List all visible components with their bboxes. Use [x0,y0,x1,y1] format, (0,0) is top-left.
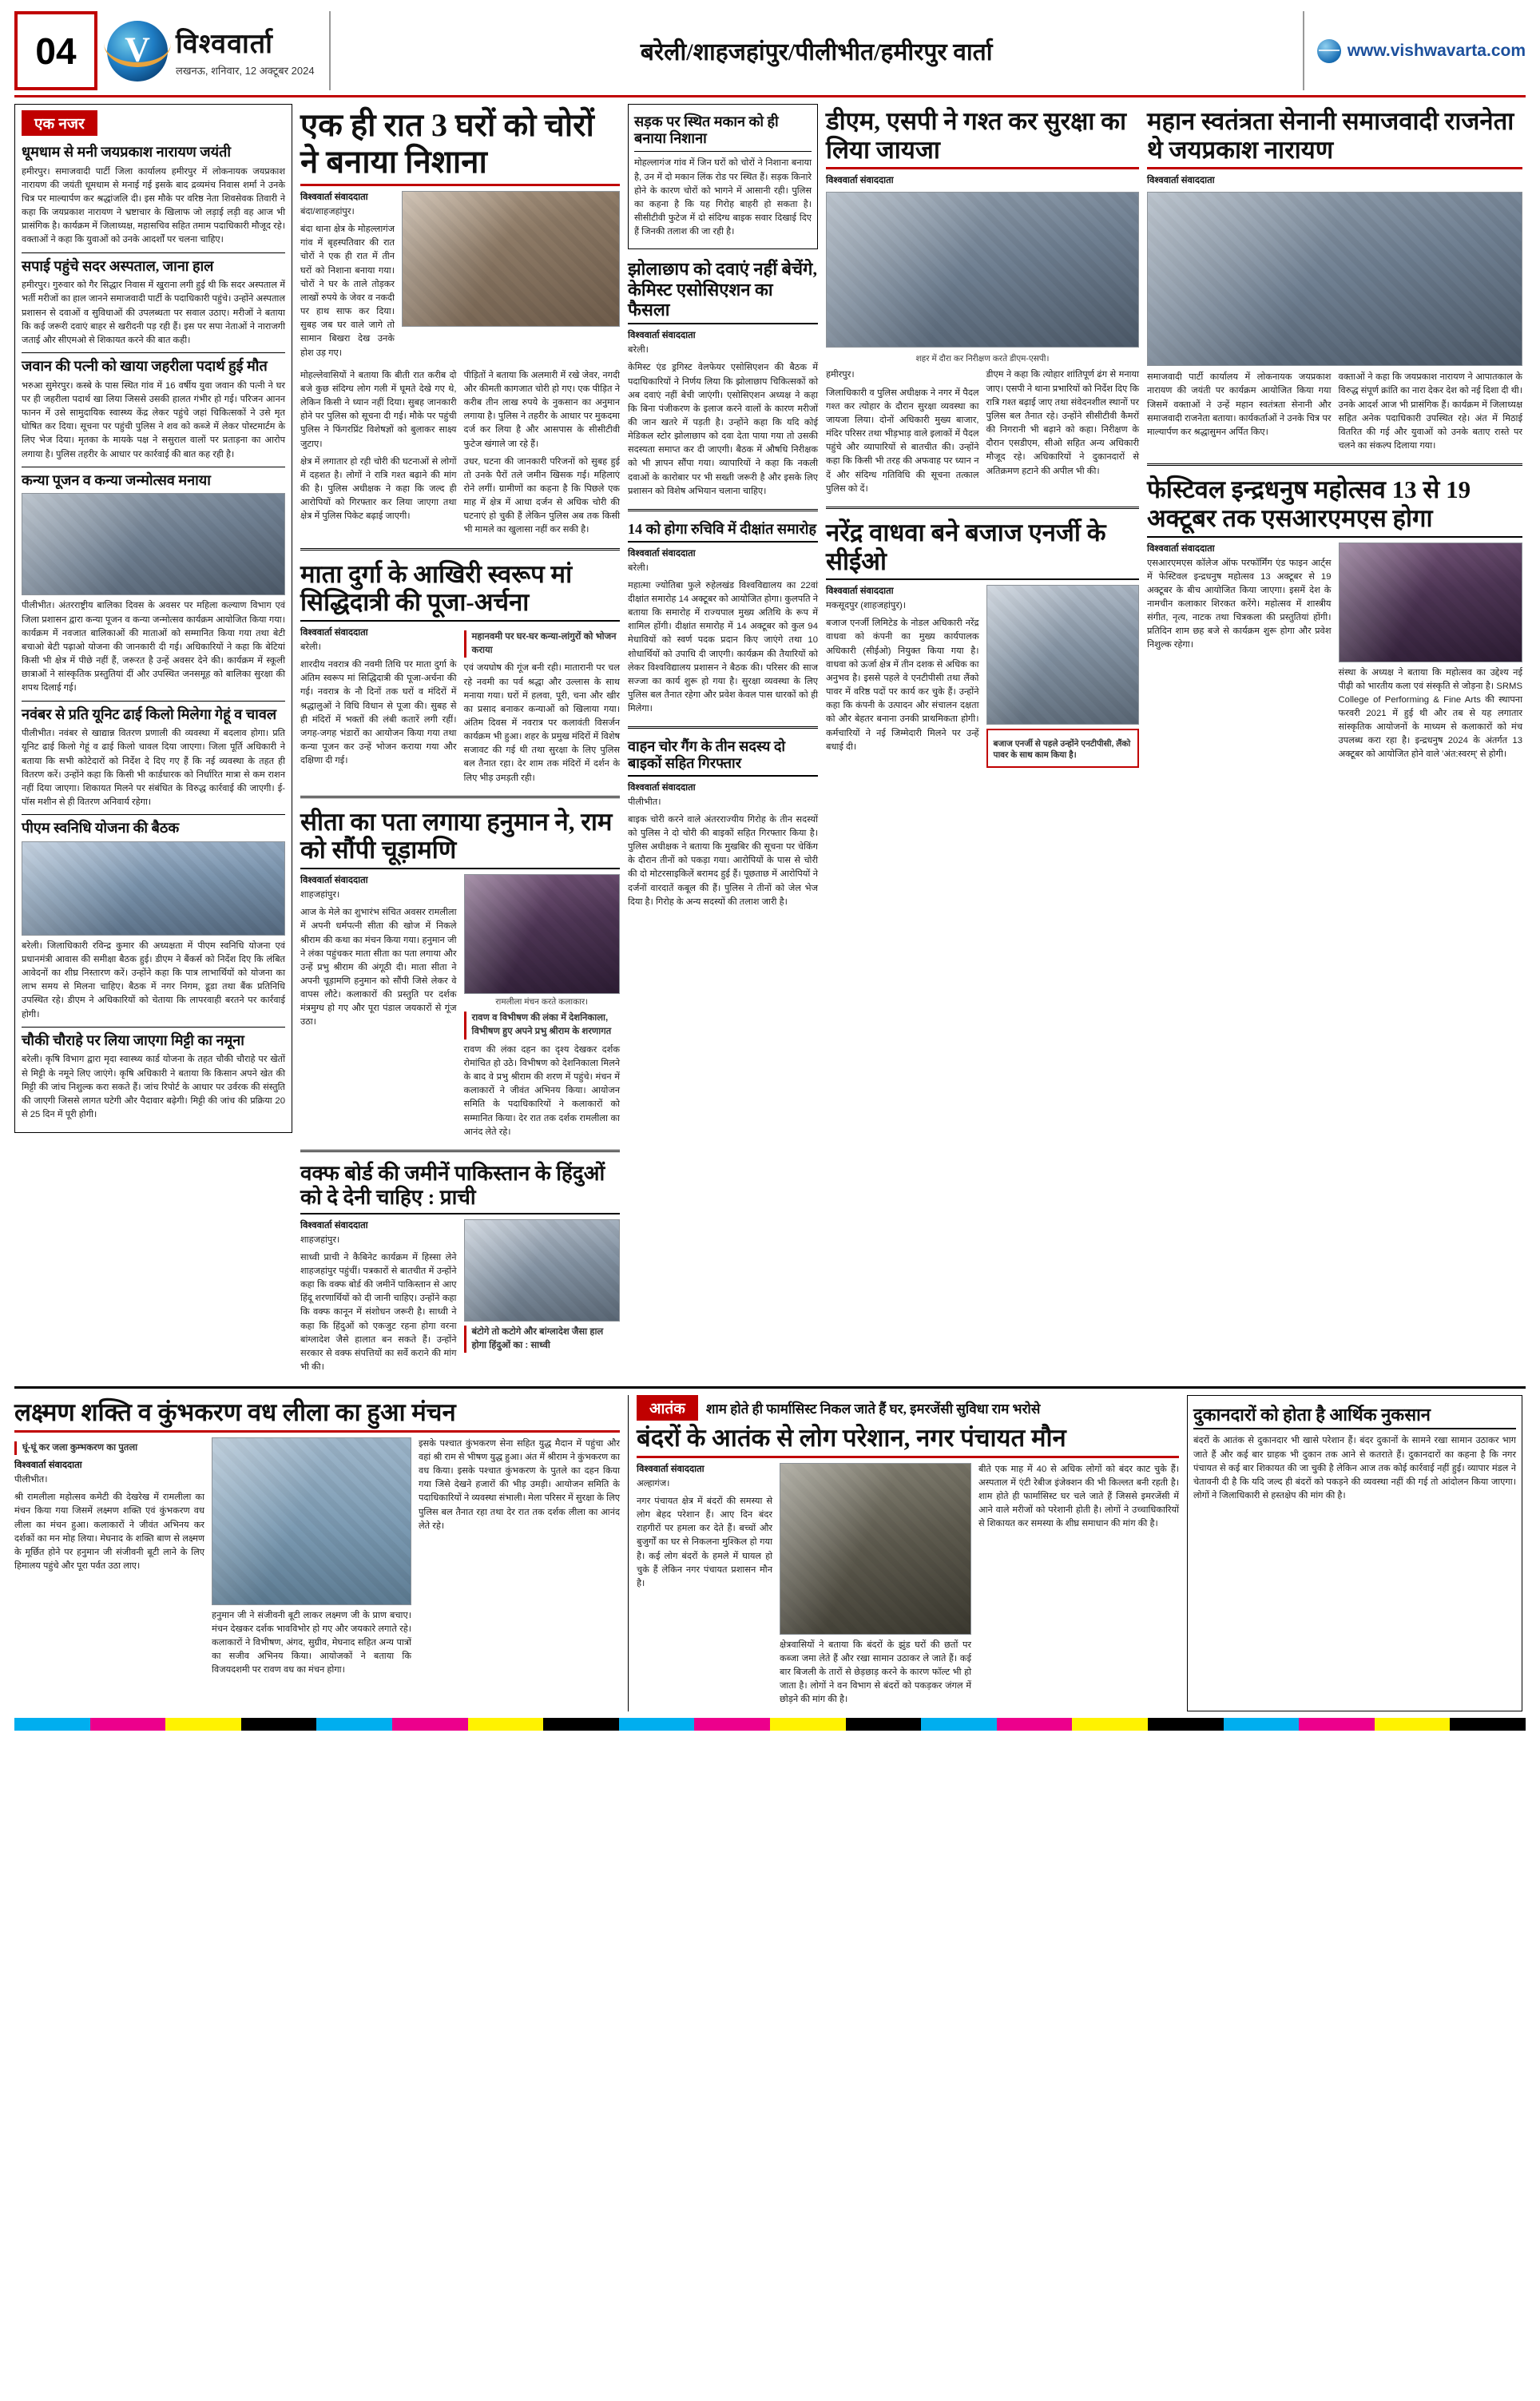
vishwavarta-logo-icon: V [107,21,168,81]
column-left [14,104,292,1378]
article-photo [1147,192,1522,366]
lead-byline: विश्ववार्ता संवाददाता [300,193,368,202]
article-body: बजाज एनर्जी लिमिटेड के नोडल अधिकारी नरेंद्र वाधवा को कंपनी का मुख्य कार्यपालक अधिकारी (सीईओ) नियुक्त किया गया है। वाधवा को ऊर्जा क्षेत्र में तीन दशक से अधिक का अनुभव है। इससे पहले वे एनटीपीसी तथा लैंको पावर में वरिष्ठ पदों पर कार्य कर चुके हैं। उन्होंने कहा कि कंपनी के उत्पादन और संचालन दक्षता को और बेहतर बनाना उनकी प्राथमिकता होगी। कर्मचारियों ने नई जिम्मेदारी मिलने पर उन्हें बधाई दी। [826,618,979,752]
page-body [14,104,1526,1378]
article-photo [212,1437,411,1605]
column-narrow [628,104,818,1378]
article-headline[interactable]: धूमधाम से मनी जयप्रकाश नारायण जयंती [22,144,232,160]
website-url: www.vishwavarta.com [1347,41,1526,60]
article-byline: विश्ववार्ता संवाददाता [1147,176,1215,186]
column-four [826,104,1139,1378]
bottom-left-article [14,1395,620,1711]
article-photo [22,841,285,936]
bottom-section [14,1386,1526,1711]
article-body: वक्ताओं ने कहा कि जयप्रकाश नारायण ने आपातकाल के विरुद्ध संपूर्ण क्रांति का नारा देकर देश को नई दिशा दी थी। उनके आदर्श आज भी प्रासंगिक हैं। कार्यक्रम में जिलाध्यक्ष सहित अनेक पदाधिकारी उपस्थित रहे। अंत में मिठाई वितरित की गई और युवाओं को उनके बताए रास्ते पर चलने का संकल्प दिलाया गया। [1338,372,1522,451]
lead-paragraph: बंदा थाना क्षेत्र के मोहल्लागंज गांव में बृहस्पतिवार की रात चोरों ने एक ही रात में तीन घरों को निशाना बनाया गया। चोरों ने घर के ताले तोड़कर लाखों रुपये के जेवर व नकदी पर हाथ साफ कर दिया। सुबह जब घर वाले जागे तो सामान बिखरा देख उनके होश उड़ गए। [300,225,395,358]
color-swatch [997,1718,1073,1731]
color-swatch [1072,1718,1148,1731]
article-body: बीते एक माह में 40 से अधिक लोगों को बंदर काट चुके हैं। अस्पताल में एंटी रेबीज इंजेक्शन की भी किल्लत बनी रहती है। शाम होते ही फार्मासिस्ट घर चले जाते हैं जिससे इमरजेंसी में आने वाले मरीजों को परेशानी होती है। लोगों ने उच्चाधिकारियों से शिकायत कर समस्या के शीघ्र समाधान की मांग की है। [978,1464,1179,1529]
article-body: नगर पंचायत क्षेत्र में बंदरों की समस्या से लोग बेहद परेशान हैं। आए दिन बंदर राहगीरों पर हमला कर देते हैं। बच्चों और बुजुर्गों का घर से निकलना मुश्किल हो गया है। कई लोग बंदरों के हमले में घायल हो चुके हैं लेकिन नगर पंचायत प्रशासन मौन है। [637,1496,772,1588]
article-body: भरुआ सुमेरपुर। कस्बे के पास स्थित गांव में 16 वर्षीय युवा जवान की पत्नी ने घर पर ही जहरीला पदार्थ खा लिया जिससे उसकी हालत गंभीर हो गई। परिजन आनन फानन में उसे सामुदायिक स्वास्थ्य केंद्र लेकर पहुंचे जहां चिकित्सकों ने उसे मृत घोषित कर दिया। सूचना पर पहुंची पुलिस ने शव को कब्जे में लेकर पोस्टमार्टम के लिए भेज दिया। मृतका के मायके पक्ष ने ससुराल वालों पर प्रताड़ना का आरोप लगाया है। पुलिस तहरीर के आधार पर कार्रवाई की बात कह रही है। [22,380,285,459]
article-body: हनुमान जी ने संजीवनी बूटी लाकर लक्ष्मण जी के प्राण बचाए। मंचन देखकर दर्शक भावविभोर हो गए और जयकारे लगाते रहे। कलाकारों ने विभीषण, अंगद, सुग्रीव, मेघनाद सहित अन्य पात्रों का सजीव अभिनय किया। आयोजकों ने बताया कि विजयदशमी पर रावण वध का मंचन होगा। [212,1610,411,1676]
edition-title: बरेली/शाहजहांपुर/पीलीभीत/हमीरपुर वार्ता [331,11,1304,90]
article-kicker: घूं-घूं कर जला कुम्भकरण का पुतला [14,1441,204,1455]
article-headline[interactable]: महान स्वतंत्रता सेनानी समाजवादी राजनेता थे जयप्रकाश नारायण [1147,107,1522,169]
article-byline: विश्ववार्ता संवाददाता [826,586,894,597]
masthead [14,11,1526,97]
article-body: पीलीभीत। नवंबर से खाद्यान्न वितरण प्रणाली की व्यवस्था में बदलाव होगा। प्रति यूनिट ढाई किलो गेहूं व ढाई किलो चावल दिया जाएगा। जिला पूर्ति अधिकारी ने बताया कि सभी कोटेदारों को निर्देश दे दिए गए हैं कि नई व्यवस्था के तहत ही वितरण करें। उन्होंने कहा कि किसी भी कार्डधारक को निर्धारित मात्रा से कम राशन नहीं दिया जाएगा। शिकायत मिलने पर संबंधित के विरुद्ध कार्रवाई की जाएगी। ई-पॉस मशीन से ही वितरण अनिवार्य रहेगा। [22,729,285,807]
article-byline: विश्ववार्ता संवाददाता [628,331,696,341]
article-photo [1339,543,1523,662]
color-swatch [770,1718,846,1731]
lead-headline[interactable]: एक ही रात 3 घरों को चोरों ने बनाया निशाना [300,107,620,186]
color-swatch [316,1718,392,1731]
article-photo [780,1463,971,1635]
article-byline: विश्ववार्ता संवाददाता [1147,543,1215,554]
color-swatch [543,1718,619,1731]
article-photo [464,1219,621,1322]
lead-paragraph: क्षेत्र में लगातार हो रही चोरी की घटनाओं से लोगों में दहशत है। लोगों ने रात्रि गश्त बढ़ाने की मांग की है। पुलिस अधीक्षक ने कहा कि जल्द ही आरोपियों को गिरफ्तार कर लिया जाएगा तथा क्षेत्र में पुलिस पिकेट बढ़ाई जाएगी। [300,456,457,522]
article-body: बाइक चोरी करने वाले अंतरराज्यीय गिरोह के तीन सदस्यों को पुलिस ने दो चोरी की बाइकों सहित गिरफ्तार किया है। पुलिस अधीक्षक ने बताया कि मुखबिर की सूचना पर चेकिंग के दौरान तीनों को पकड़ा गया। आरोपियों के पास से चोरी की दो मोटरसाइकिलें बरामद हुई हैं। पूछताछ में आरोपियों ने दर्जनों वारदातें कबूल की हैं। पुलिस ने तीनों को जेल भेज दिया है। गिरोह के अन्य सदस्यों की तलाश जारी है। [628,814,818,907]
color-swatch [1148,1718,1224,1731]
color-swatch [619,1718,695,1731]
page-number: 04 [14,11,97,90]
article-photo [826,192,1139,348]
article-headline[interactable]: बंदरों के आतंक से लोग परेशान, नगर पंचायत मौन [637,1424,1179,1458]
article-body: क्षेत्रवासियों ने बताया कि बंदरों के झुंड घरों की छतों पर कब्जा जमा लेते हैं और रखा सामान उठाकर ले जाते हैं। कई बार बिजली के तारों से छेड़छाड़ करने के कारण फॉल्ट भी हो जाता है। लोगों ने वन विभाग से बंदरों को पकड़कर जंगल में छोड़ने की मांग की है। [780,1640,971,1705]
section-badge-ek-nazar: एक नजर [22,110,97,136]
article-headline[interactable]: सपाई पहुंचे सदर अस्पताल, जाना हाल [22,257,214,274]
column-lead [300,104,620,1378]
article-body: बंदरों के आतंक से दुकानदार भी खासे परेशान हैं। बंदर दुकानों के सामने रखा सामान उठाकर भाग जाते हैं और कई बार ग्राहक भी दुकान तक आने से कतराते हैं। दुकानदारों का कहना है कि नगर पंचायत से कई बार शिकायत की जा चुकी है लेकिन आज तक कोई कार्रवाई नहीं हुई। व्यापार मंडल ने चेतावनी दी है कि यदि जल्द ही बंदरों को पकड़ने की व्यवस्था नहीं की गई तो आंदोलन किया जाएगा। लोगों ने जिलाधिकारी से हस्तक्षेप की मांग की है। [1193,1436,1516,1501]
article-body: आज के मेले का शुभारंभ संचित अवसर रामलीला में अपनी धर्मपत्नी सीता की खोज में निकले श्रीराम की कथा का मंचन किया गया। हनुमान जी ने लंका पहुंचकर माता सीता का पता लगाया और उन्हें प्रभु श्रीराम की अंगूठी दी। माता सीता ने अपनी चूड़ामणि हनुमान को सौंपी जिसे लेकर वे वापस लौटे। कलाकारों की प्रस्तुति पर दर्शक मंत्रमुग्ध हो गए और पूरा पंडाल जयकारों से गूंज उठा। [300,908,457,1028]
lead-paragraph: उधर, घटना की जानकारी परिजनों को सुबह हुई तो उनके पैरों तले जमीन खिसक गई। महिलाएं रोने लगीं। ग्रामीणों का कहना है कि पिछले एक माह में क्षेत्र में आधा दर्जन से अधिक चोरी की घटनाएं हो चुकी हैं लेकिन पुलिस अब तक किसी भी मामले का खुलासा नहीं कर सकी है। [463,456,620,535]
color-registration-strip [14,1718,1526,1731]
lead-paragraph: मोहल्लेवासियों ने बताया कि बीती रात करीब दो बजे कुछ संदिग्ध लोग गली में घूमते देखे गए थे, लेकिन किसी ने ध्यान नहीं दिया। सुबह जानकारी होने पर पुलिस को सूचना दी गई। मौके पर पहुंची पुलिस ने फिंगरप्रिंट विशेषज्ञों को बुलाकर साक्ष्य जुटाए। [300,370,457,449]
article-body: समाजवादी पार्टी कार्यालय में लोकनायक जयप्रकाश नारायण की जयंती पर कार्यक्रम आयोजित किया गया जिसमें वक्ताओं ने उन्हें महान स्वतंत्रता सेनानी और समाजवादी राजनेता बताया। कार्यकर्ताओं ने उनके चित्र पर माल्यार्पण कर श्रद्धासुमन अर्पित किए। [1147,372,1332,437]
article-byline: विश्ववार्ता संवाददाता [300,1220,368,1230]
article-body: बरेली। जिलाधिकारी रविन्द्र कुमार की अध्यक्षता में पीएम स्वनिधि योजना एवं प्रधानमंत्री आवास की समीक्षा बैठक हुई। डीएम ने बैंकर्स को निर्देश दिए कि लंबित आवेदनों का शीघ्र निस्तारण करें। उन्होंने कहा कि पात्र लाभार्थियों को योजना का लाभ समय से मिलना चाहिए। बैठक में नगर निगम, डूडा तथा बैंक प्रतिनिधि उपस्थित रहे। डीएम ने अधिकारियों को चेताया कि लापरवाही बरतने पर कार्रवाई होगी। [22,940,285,1020]
article-headline[interactable]: वक्फ बोर्ड की जमीनें पाकिस्तान के हिंदुओं को दे देनी चाहिए : प्राची [300,1162,620,1214]
article-body: एवं जयघोष की गूंज बनी रही। मातारानी पर चल रहे नवमी का पर्व श्रद्धा और उल्लास के साथ मनाया गया। घरों में हलवा, पूरी, चना और खीर का प्रसाद बनाकर कन्याओं को खिलाया गया। अंतिम दिवस में नवरात्र पर कलावंती विसर्जन कार्यक्रम भी हुआ। शहर के प्रमुख मंदिरों में विशेष सजावट की गई थी तथा सुरक्षा के लिए पुलिस बल तैनात रहा। देर शाम तक मंदिरों में दर्शन के लिए भीड़ उमड़ती रही। [463,663,620,783]
article-body: केमिस्ट एंड ड्रगिस्ट वेलफेयर एसोसिएशन की बैठक में पदाधिकारियों ने निर्णय लिया कि झोलाछाप चिकित्सकों को अब दवाएं नहीं बेची जाएंगी। एसोसिएशन अध्यक्ष ने कहा कि बिना पंजीकरण के इलाज करने वालों के कारण मरीजों की जान खतरे में पड़ती है। उन्होंने कहा कि यदि कोई मेडिकल स्टोर झोलाछाप को दवा देता पाया गया तो उसकी सदस्यता समाप्त कर दी जाएगी। बैठक में औषधि निरीक्षक को भी ज्ञापन सौंपा गया। व्यापारियों ने कहा कि नकली दवाओं के कारोबार पर भी सख्ती जरूरी है और इसके लिए प्रशासन को विशेष अभियान चलाना चाहिए। [628,363,818,496]
color-swatch [392,1718,468,1731]
article-body: बरेली। कृषि विभाग द्वारा मृदा स्वास्थ्य कार्ड योजना के तहत चौकी चौराहे पर खेतों से मिट्टी के नमूने लिए जाएंगे। कृषि अधिकारी ने बताया कि किसान अपने खेत की मिट्टी की जांच निशुल्क करा सकते हैं। जांच रिपोर्ट के आधार पर उर्वरक की संस्तुति की जाएगी जिससे लागत घटेगी और पैदावार बढ़ेगी। मिट्टी की जांच की प्रक्रिया 20 से 25 दिन में पूरी होगी। [22,1055,285,1120]
article-dateline: हमीरपुर। [826,370,855,380]
article-body: श्री रामलीला महोत्सव कमेटी की देखरेख में रामलीला का मंचन किया गया जिसमें लक्ष्मण शक्ति एवं कुंभकरण वध लीला का मंचन हुआ। कलाकारों ने जीवंत अभिनय कर दर्शकों का मन मोह लिया। मेघनाद के शक्ति बाण से लक्ष्मण के मूर्छित होने पर हनुमान जी संजीवनी बूटी लाने के लिए हिमालय पहुंचे और पूरा पर्वत उठा लाए। [14,1493,204,1571]
article-byline: विश्ववार्ता संवाददाता [300,876,368,886]
article-body: जिलाधिकारी व पुलिस अधीक्षक ने नगर में पैदल गश्त कर त्योहार के दौरान सुरक्षा व्यवस्था का जायजा लिया। दोनों अधिकारी मुख्य बाजार, मंदिर परिसर तथा भीड़भाड़ वाले इलाकों में पैदल पहुंचे और व्यापारियों से बातचीत की। उन्होंने कहा कि किसी भी तरह की अफवाह पर ध्यान न दें और संदिग्ध गतिविधि की सूचना तत्काल पुलिस को दें। [826,388,979,494]
article-headline[interactable]: माता दुर्गा के आखिरी स्वरूप मां सिद्धिदात्री की पूजा-अर्चना [300,560,620,622]
article-headline[interactable]: दुकानदारों को होता है आर्थिक नुकसान [1193,1405,1516,1429]
article-body: संस्था के अध्यक्ष ने बताया कि महोत्सव का उद्देश्य नई पीढ़ी को भारतीय कला एवं संस्कृति से जोड़ना है। SRMS College of Performing & Fine Arts की स्थापना फरवरी 2021 में हुई थी और तब से यह लगातार सांस्कृतिक आयोजनों के माध्यम से कलाकारों को मंच उपलब्ध करा रहा है। इन्द्रधनुष 2024 के अंतर्गत 13 अक्टूबर को आयोजित होने वाले 'अंत:स्वरम्' से होगी। [1338,667,1522,760]
article-headline[interactable]: डीएम, एसपी ने गश्त कर सुरक्षा का लिया जायजा [826,107,1139,169]
logo-block [107,11,331,90]
bottom-center-article [628,1395,1179,1711]
article-dateline: शाहजहांपुर। [300,1234,340,1245]
article-body: हमीरपुर। समाजवादी पार्टी जिला कार्यालय हमीरपुर में लोकनायक जयप्रकाश नारायण की जयंती धूमधाम से मनाई गई इसके बाद द्रव्यमंच निवास शर्मा ने उनके चित्र पर माल्यार्पण कर श्रद्धांजलि दी। इस मौके पर वरिष्ठ नेता शिवसेवक तिवारी ने कहा कि जयप्रकाश नारायण ने भ्रष्टाचार के खिलाफ जो लड़ाई लड़ी वह आज भी प्रासंगिक है। कार्यक्रम में जिलाध्यक्ष, महासचिव सहित तमाम पदाधिकारी मौजूद रहे। वक्ताओं ने कहा कि युवाओं को उनके आदर्शों पर चलना चाहिए। [22,166,285,245]
color-swatch [846,1718,922,1731]
article-kicker: महानवमी पर घर-घर कन्या-लांगुरों को भोजन कराया [464,630,621,658]
color-swatch [90,1718,166,1731]
color-swatch [165,1718,241,1731]
article-dateline: पीलीभीत। [628,797,661,807]
article-body: एसआरएमएस कॉलेज ऑफ परफॉर्मिंग एंड फाइन आर्ट्स में फेस्टिवल इन्द्रधनुष महोत्सव 13 अक्टूबर से 19 अक्टूबर के बीच आयोजित किया जाएगा। इसमें देश के नामचीन कलाकार शिरकत करेंगे। महोत्सव में शास्त्रीय संगीत, नृत्य, नाटक तथा चित्रकला की प्रस्तुतियां होंगी। प्रतिदिन शाम छह बजे से कार्यक्रम शुरू होगा और प्रवेश निशुल्क रहेगा। [1147,558,1332,650]
article-headline[interactable]: नरेंद्र वाधवा बने बजाज एनर्जी के सीईओ [826,519,1139,580]
article-byline: विश्ववार्ता संवाददाता [637,1464,705,1474]
color-swatch [1450,1718,1526,1731]
article-photo [22,493,285,595]
alert-badge: आतंक [637,1395,698,1421]
article-dateline: अल्हागंज। [637,1478,670,1489]
color-swatch [1224,1718,1300,1731]
lead-paragraph: पीड़ितों ने बताया कि अलमारी में रखे जेवर, नगदी और कीमती कागजात चोरी हो गए। एक पीड़ित ने करीब तीन लाख रुपये के नुकसान का अनुमान लगाया है। पुलिस ने तहरीर के आधार पर मुकदमा दर्ज कर लिया है और आसपास के सीसीटीवी फुटेज खंगाले जा रहे हैं। [463,370,620,449]
article-body: शारदीय नवरात्र की नवमी तिथि पर माता दुर्गा के अंतिम स्वरूप मां सिद्धिदात्री की पूजा-अर्चना की गई। नवरात्र के नौ दिनों तक घरों व मंदिरों में श्रद्धालुओं ने विधि विधान से पूजा की। सुबह से ही मंदिरों में भक्तों की लंबी कतारें लगी रहीं। जगह-जगह भंडारों का आयोजन किया गया तथा कन्या पूजन कर उन्हें भोजन कराया गया और दक्षिणा दी गई। [300,660,457,766]
color-swatch [14,1718,90,1731]
article-dateline: बरेली। [628,345,649,356]
color-swatch [1375,1718,1451,1731]
article-byline: विश्ववार्ता संवाददाता [826,176,894,186]
article-body: इसके पश्चात कुंभकरण सेना सहित युद्ध मैदान में पहुंचा और वहां श्री राम से भीषण युद्ध हुआ। अंत में श्रीराम ने कुंभकरण का वध किया। इसके पश्चात कुंभकरण के पुतले का दहन किया गया जिसे देखने हजारों की भीड़ उमड़ी। आयोजन समिति के पदाधिकारियों ने व्यवस्था संभाली। मेला परिसर में सुरक्षा के लिए पुलिस बल तैनात रहा तथा देर रात तक दर्शक लीला का आनंद लेते रहे। [419,1438,620,1531]
article-dateline: बरेली। [628,562,649,573]
color-swatch [241,1718,317,1731]
color-swatch [921,1718,997,1731]
article-photo [464,874,621,994]
edition-date: लखनऊ, शनिवार, 12 अक्टूबर 2024 [176,65,315,77]
article-kicker: बंटोगे तो कटोगे और बांग्लादेश जैसा हाल होगा हिंदुओं का : साध्वी [464,1326,621,1354]
article-body: महात्मा ज्योतिबा फुले रुहेलखंड विश्वविद्यालय का 22वां दीक्षांत समारोह 14 अक्टूबर को आयोजित होगा। कुलपति ने बताया कि समारोह में राज्यपाल मुख्य अतिथि के रूप में शामिल होंगी। दीक्षांत समारोह में 14 अक्टूबर को कुल 94 मेधावियों को स्वर्ण पदक प्रदान किए जाएंगे तथा 10 शोधार्थियों को उपाधि दी जाएगी। कार्यक्रम की तैयारियों को लेकर विश्वविद्यालय प्रशासन ने बैठक की। परिसर की साज सज्जा का कार्य शुरू हो गया है। सुरक्षा व्यवस्था के लिए पुलिस बल तैनात रहेगा और प्रवेश केवल पास धारकों को ही मिलेगा। [628,580,818,714]
color-swatch [694,1718,770,1731]
article-body: साध्वी प्राची ने कैबिनेट कार्यक्रम में हिस्सा लेने शाहजहांपुर पहुंचीं। पत्रकारों से बातचीत में उन्होंने कहा कि वक्फ बोर्ड की जमीनें पाकिस्तान से आए हिंदू शरणार्थियों को दी जानी चाहिए। उन्होंने कहा कि वक्फ कानून में संशोधन जरूरी है। साध्वी ने कहा कि हिंदुओं को एकजुट रहना होगा वरना बांग्लादेश जैसे हालात बन सकते हैं। उन्होंने सरकार से वक्फ संपत्तियों का सर्वे कराने की मांग भी की। [300,1252,457,1373]
bottom-right-article [1187,1395,1522,1711]
sub-box-body: मोहल्लागंज गांव में जिन घरों को चोरों ने निशाना बनाया है, उन में दो मकान लिंक रोड पर स्थित हैं। सड़क किनारे होने के कारण चोरों को भागने में आसानी रही। पुलिस का कहना है कि यह गिरोह बाहरी हो सकता है। सीसीटीवी फुटेज में दो संदिग्ध बाइक सवार दिखाई दिए हैं जिनकी तलाश की जा रही है। [634,158,812,237]
photo-caption: रामलीला मंचन करते कलाकार। [495,997,589,1008]
article-headline[interactable]: कन्या पूजन व कन्या जन्मोत्सव मनाया [22,471,211,488]
article-kicker: रावण व विभीषण की लंका में देशनिकाला, विभीषण हुए अपने प्रभु श्रीराम के शरणागत [464,1012,621,1040]
article-headline[interactable]: जवान की पत्नी को खाया जहरीला पदार्थ हुई मौत [22,358,268,375]
article-body: हमीरपुर। गुरुवार को गैर सिद्धार निवास में खुराना लगी हुई थी कि सदर अस्पताल में भर्ती मरीजों का हाल जानने समाजवादी पार्टी के पदाधिकारी पहुंचे। उन्होंने अस्पताल प्रशासन से दवाओं व सुविधाओं की उपलब्धता पर सवाल उठाए। मरीजों ने बताया कि कई जरूरी दवाएं बाहर से खरीदनी पड़ रही हैं। इस पर सपा नेताओं ने नाराजगी जताई और सीएमओ से शिकायत करने की बात कही। [22,280,285,345]
article-dateline: शाहजहांपुर। [300,890,340,900]
article-headline[interactable]: फेस्टिवल इन्द्रधनुष महोत्सव 13 से 19 अक्टूबर तक एसआरएमएस होगा [1147,475,1522,537]
lead-photo [402,191,620,327]
column-right [1147,104,1522,1378]
article-dateline: बरेली। [300,642,321,652]
article-byline: विश्ववार्ता संवाददाता [14,1461,82,1471]
article-body: पीलीभीत। अंतरराष्ट्रीय बालिका दिवस के अवसर पर महिला कल्याण विभाग एवं जिला प्रशासन द्वारा कन्या पूजन व कन्या जन्मोत्सव कार्यक्रम आयोजित किया गया। कार्यक्रम में नवजात बालिकाओं की माताओं को सम्मानित किया गया तथा बेटी बचाओ बेटी पढ़ाओ योजना की जानकारी दी गई। अधिकारियों ने कहा कि बेटियां किसी भी क्षेत्र में पीछे नहीं हैं, जरूरत है उन्हें अवसर देने की। कार्यक्रम में स्कूली छात्राओं ने सांस्कृतिक प्रस्तुतियां दीं और उपस्थित जनसमूह को बालिका सुरक्षा की शपथ दिलाई गई। [22,601,285,694]
article-headline[interactable]: पीएम स्वनिधि योजना की बैठक [22,820,180,837]
article-headline[interactable]: नवंबर से प्रति यूनिट ढाई किलो मिलेगा गेहूं व चावल [22,706,277,722]
article-byline: विश्ववार्ता संवाददाता [628,782,696,793]
article-photo [986,585,1140,725]
article-dateline: मकसूदपुर (शाहजहांपुर)। [826,601,906,611]
article-body: डीएम ने कहा कि त्योहार शांतिपूर्ण ढंग से मनाया जाए। एसपी ने थाना प्रभारियों को निर्देश दिए कि रात्रि गश्त बढ़ाई जाए तथा संवेदनशील स्थानों पर पुलिस बल तैनात रहे। उन्होंने सीसीटीवी कैमरों की निगरानी भी बढ़ाने को कहा। निरीक्षण के दौरान एसडीएम, सीओ सहित अन्य अधिकारी मौजूद रहे। अधिकारियों ने दुकानदारों से अतिक्रमण हटाने की अपील भी की। [986,370,1139,476]
article-headline[interactable]: सीता का पता लगाया हनुमान ने, राम को सौंपी चूड़ामणि [300,808,620,869]
article-headline[interactable]: चौकी चौराहे पर लिया जाएगा मिट्टी का नमूना [22,1032,244,1048]
alert-subhead: शाम होते ही फार्मासिस्ट निकल जाते हैं घर, इमरजेंसी सुविधा राम भरोसे [705,1401,1041,1417]
article-headline[interactable]: लक्ष्मण शक्ति व कुंभकरण वध लीला का हुआ मंचन [14,1398,620,1433]
color-swatch [468,1718,544,1731]
article-body: रावण की लंका दहन का दृश्य देखकर दर्शक रोमांचित हो उठे। विभीषण को देशनिकाला मिलने के बाद वे प्रभु श्रीराम की शरण में पहुंचे। मंचन में कलाकारों ने जीवंत अभिनय किया। आयोजन समिति के पदाधिकारियों ने कलाकारों को सम्मानित किया। देर रात तक दर्शक रामलीला का आनंद लेते रहे। [463,1044,620,1137]
website-link[interactable] [1304,11,1526,90]
photo-caption: बजाज एनर्जी से पहले उन्होंने एनटीपीसी, लैंको पावर के साथ काम किया है। [993,739,1131,761]
sub-box-headline[interactable]: सड़क पर स्थित मकान को ही बनाया निशाना [634,113,779,146]
article-dateline: पीलीभीत। [14,1475,48,1485]
article-headline[interactable]: झोलाछाप को दवाएं नहीं बेचेंगे, केमिस्ट एसोसिएशन का फैसला [628,259,818,324]
article-headline[interactable]: 14 को होगा रुचिवि में दीक्षांत समारोह [628,521,818,543]
brand-name: विश्ववार्ता [176,30,273,59]
lead-dateline: बंदा/शाहजहांपुर। [300,207,355,217]
article-byline: विश्ववार्ता संवाददाता [628,548,696,559]
article-headline[interactable]: वाहन चोर गैंग के तीन सदस्य दो बाइकों सहित गिरफ्तार [628,738,818,776]
color-swatch [1299,1718,1375,1731]
globe-icon [1317,39,1341,63]
photo-caption: शहर में दाैरा कर निरीक्षण करते डीएम-एसपी। [915,354,1050,364]
article-byline: विश्ववार्ता संवाददाता [300,627,368,638]
